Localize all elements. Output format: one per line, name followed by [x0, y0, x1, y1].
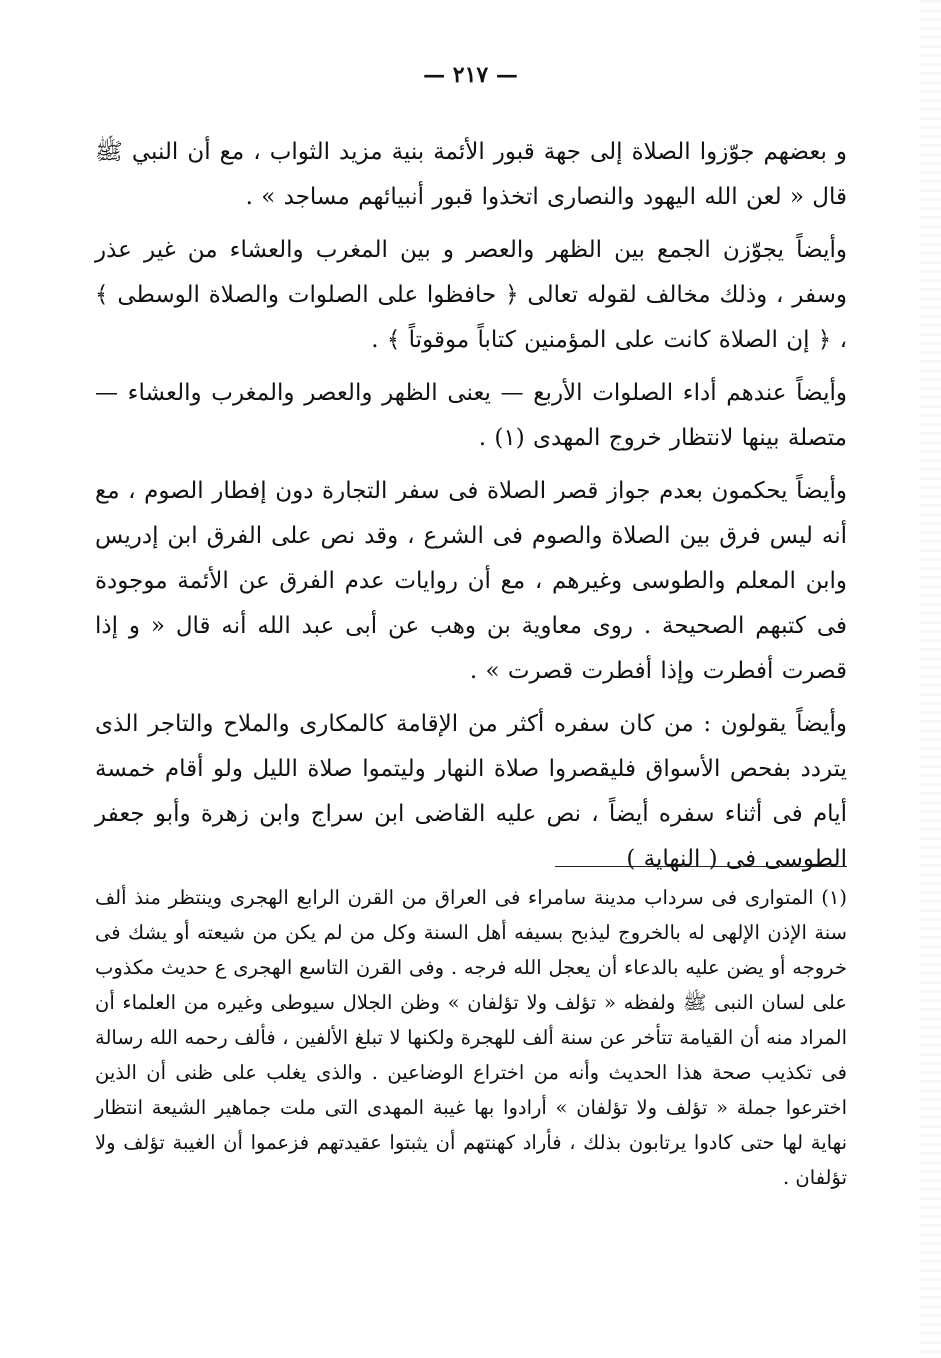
footnote: (١) المتوارى فى سرداب مدينة سامراء فى العراق من القرن الرابع الهجرى وينتظر منذ ألف سنة الإذن الإلهى له بالخروج ليذبح بسيفه أهل السنة وكل من لم يكن من شيعته أو يشك فى خروجه أو يضن عليه بالدعاء أن يعجل الله فرجه . وفى القرن التاسع الهجرى ع حديث مكذوب على لسان النبى ﷺ ولفظه « تؤلف ولا تؤلفان » وظن الجلال سيوطى وغيره من العلماء أن المراد منه أن القيامة تتأخر عن سنة ألف للهجرة ولكنها لا تبلغ الألفين ، فألف رحمه الله رسالة فى تكذيب صحة هذا الحديث وأنه من اختراع الوضاعين . والذى يغلب على ظنى أن الذين اخترعوا جملة « تؤلف ولا تؤلفان » أرادوا بها غيبة المهدى التى ملت جماهير الشيعة انتظار نهاية لها حتى كادوا يرتابون بذلك ، فأراد كهنتهم أن يثبتوا عقيدتهم فزعموا أن الغيبة تؤلف ولا تؤلفان .: [95, 886, 847, 1189]
page-number: — ٢١٧ —: [423, 62, 518, 88]
paragraph-4: وأيضاً يحكمون بعدم جواز قصر الصلاة فى سفر التجارة دون إفطار الصوم ، مع أنه ليس فرق بين الصلاة والصوم فى الشرع ، وقد نص على الفرق ابن إدريس وابن المعلم والطوسى وغيرهم ، مع أن روايات عدم الفرق عن الأئمة موجودة فى كتبهم الصحيحة . روى معاوية بن وهب عن أبى عبد الله أنه قال « و إذا قصرت أفطرت وإذا أفطرت قصرت » .: [95, 478, 847, 684]
scan-edge-noise: [919, 0, 941, 1358]
footnote-divider: [555, 866, 847, 867]
paragraph-1: و بعضهم جوّزوا الصلاة إلى جهة قبور الأئمة بنية مزيد الثواب ، مع أن النبي ﷺ قال « لعن الله اليهود والنصارى اتخذوا قبور أنبيائهم مساجد » .: [95, 139, 847, 210]
main-text: [95, 130, 847, 882]
paragraph-2: وأيضاً يجوّزن الجمع بين الظهر والعصر و بين المغرب والعشاء من غير عذر وسفر ، وذلك مخالف لقوله تعالى ﴿ حافظوا على الصلوات والصلاة الوسطى ﴾ ، ﴿ إن الصلاة كانت على المؤمنين كتاباً موقوتاً ﴾ .: [95, 237, 847, 353]
paragraph-5: وأيضاً يقولون : من كان سفره أكثر من الإقامة كالمكارى والملاح والتاجر الذى يتردد بفحص الأسواق فليقصروا صلاة النهار وليتموا صلاة الليل ولو أقام خمسة أيام فى أثناء سفره أيضاً ، نص عليه القاضى ابن سراج وابن زهرة وأبو جعفر الطوسى فى ( النهاية ): [95, 711, 847, 872]
paragraph-3: وأيضاً عندهم أداء الصلوات الأربع — يعنى الظهر والعصر والمغرب والعشاء — متصلة بينها لانتظار خروج المهدى (١) .: [95, 380, 847, 451]
